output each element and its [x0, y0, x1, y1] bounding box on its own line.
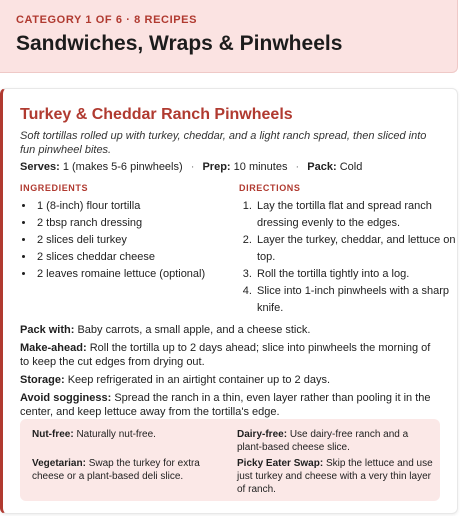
recipe-meta	[20, 161, 440, 173]
category-title: Sandwiches, Wraps & Pinwheels	[16, 32, 343, 55]
serves-value: 1 (makes 5-6 pinwheels)	[62, 161, 183, 173]
pack-value: Cold	[339, 161, 363, 173]
note-label: Avoid sogginess:	[20, 392, 112, 404]
tip-nut-free	[32, 428, 222, 441]
category-header	[0, 0, 458, 73]
recipe-title: Turkey & Cheddar Ranch Pinwheels	[20, 106, 293, 123]
note-text: Spread the ranch in a thin, even layer rather than pooling it in the center, and keep lettuce away from the tortilla's edge.	[20, 392, 431, 418]
note-make-ahead	[20, 341, 442, 369]
note-label: Storage:	[20, 374, 65, 386]
direction-step: 4. Slice into 1-inch pinwheels with a sharp knife.	[255, 283, 457, 317]
note-avoid-sogginess	[20, 391, 442, 419]
category-kicker: CATEGORY 1 OF 6 · 8 RECIPES	[16, 14, 198, 26]
direction-step: 1. Lay the tortilla flat and spread ranch dressing evenly to the edges.	[255, 198, 457, 232]
directions-list	[239, 198, 457, 317]
recipe-notes	[20, 323, 442, 423]
note-label: Make-ahead:	[20, 342, 87, 354]
note-storage	[20, 373, 442, 387]
tip-label: Dairy-free:	[237, 429, 288, 440]
meta-separator: ·	[295, 161, 300, 173]
direction-step: 3. Roll the tortilla tightly into a log.	[255, 266, 457, 283]
tip-text: Swap the turkey for extra cheese or a plant-based deli slice.	[32, 458, 200, 482]
note-text: Baby carrots, a small apple, and a cheese stick.	[77, 324, 311, 336]
recipe-description: Soft tortillas rolled up with turkey, cheddar, and a light ranch spread, then sliced into fun pinwheel bites.	[20, 130, 427, 156]
note-label: Pack with:	[20, 324, 75, 336]
ingredient-item: • 2 slices deli turkey	[35, 232, 245, 249]
tip-text: Use dairy-free ranch and a plant-based cheese slice.	[237, 429, 409, 453]
tip-label: Vegetarian:	[32, 458, 86, 469]
ingredient-item: • 2 tbsp ranch dressing	[35, 215, 245, 232]
note-text: Roll the tortilla up to 2 days ahead; slice into pinwheels the morning of to keep the cut edges from drying out.	[20, 342, 431, 368]
direction-step: 2. Layer the turkey, cheddar, and lettuce on top.	[255, 232, 457, 266]
ingredient-item: • 2 slices cheddar cheese	[35, 249, 245, 266]
meta-separator: ·	[190, 161, 195, 173]
tip-label: Picky Eater Swap:	[237, 458, 324, 469]
tip-dairy-free	[237, 428, 427, 454]
prep-label: Prep:	[202, 161, 231, 173]
tip-label: Nut-free:	[32, 429, 74, 440]
ingredient-item: • 2 leaves romaine lettuce (optional)	[35, 266, 245, 283]
directions-heading: DIRECTIONS	[239, 183, 301, 193]
ingredients-list	[20, 198, 245, 283]
tip-text: Naturally nut-free.	[76, 429, 156, 440]
note-pack-with	[20, 323, 442, 337]
tip-vegetarian	[32, 457, 222, 483]
prep-value: 10 minutes	[233, 161, 288, 173]
tip-text: Skip the lettuce and use just turkey and cheese with a very thin layer of ranch.	[237, 458, 433, 495]
pack-label: Pack:	[307, 161, 337, 173]
recipe-card	[0, 88, 458, 514]
dietary-tips-box	[20, 419, 440, 501]
tip-picky-eater	[237, 457, 433, 496]
ingredient-item: • 1 (8-inch) flour tortilla	[35, 198, 245, 215]
note-text: Keep refrigerated in an airtight container up to 2 days.	[67, 374, 331, 386]
serves-label: Serves:	[20, 161, 60, 173]
ingredients-heading: INGREDIENTS	[20, 183, 89, 193]
